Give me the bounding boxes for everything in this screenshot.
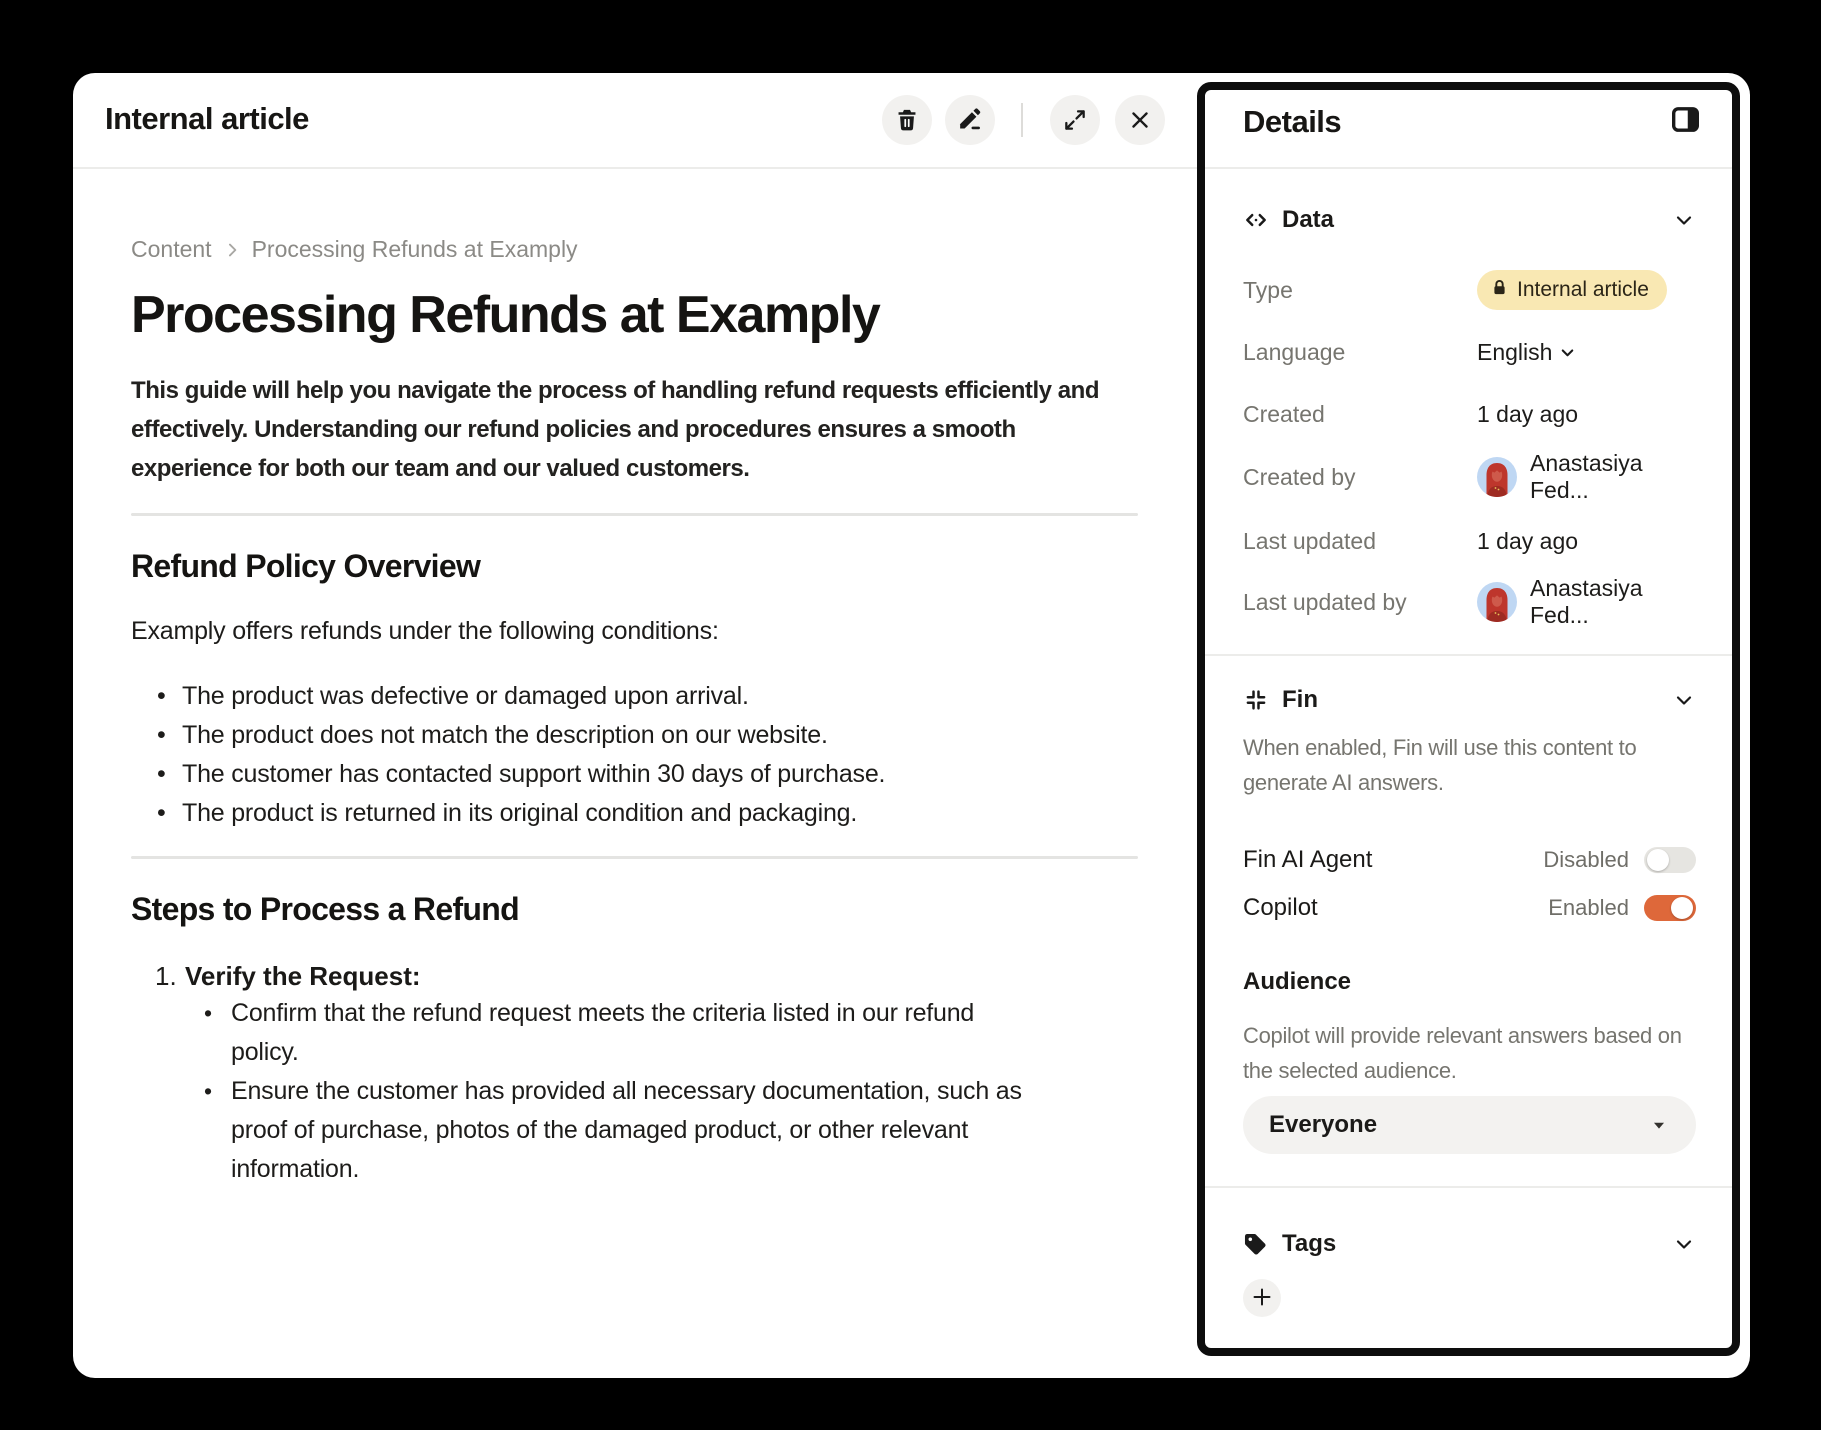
audience-select-value: Everyone (1269, 1111, 1378, 1138)
language-select[interactable] (1477, 339, 1577, 366)
tag-icon (1243, 1232, 1269, 1257)
list-item: • The product is returned in its original condition and packaging. (131, 794, 885, 833)
last-updated-by-value: Anastasiya Fed... (1530, 575, 1643, 628)
breadcrumb (131, 236, 578, 263)
avatar (1477, 582, 1517, 622)
section-label: Fin (1282, 686, 1318, 713)
detail-row-language (1243, 330, 1696, 374)
delete-button[interactable] (882, 95, 932, 145)
language-value: English (1477, 338, 1553, 365)
details-panel (1197, 82, 1740, 1356)
section-header-tags[interactable] (1243, 1224, 1696, 1264)
avatar (1477, 457, 1517, 497)
audience-select[interactable] (1243, 1096, 1696, 1154)
list-item: • The product does not match the description on our website. (131, 716, 885, 755)
window-title: Internal article (105, 101, 309, 136)
trash-icon (894, 107, 920, 133)
section-label: Data (1282, 206, 1335, 233)
detail-row-created (1243, 392, 1696, 436)
created-by-value: Anastasiya Fed... (1530, 450, 1643, 503)
chevron-down-icon (1672, 1232, 1696, 1256)
fin-ai-agent-status: Disabled (1543, 847, 1629, 872)
article-intro: This guide will help you navigate the process of handling refund requests efficiently and effectively. Understanding our refund policies and procedures ensures a smooth experience for both our team and our valued customers. (131, 377, 1100, 482)
expand-button[interactable] (1050, 95, 1100, 145)
row-label: Last updated by (1243, 588, 1407, 615)
plus-icon (1250, 1285, 1274, 1312)
copilot-label: Copilot (1243, 894, 1318, 921)
step-points-list (131, 994, 1036, 1189)
step-title: Verify the Request: (185, 961, 421, 991)
section-heading-steps: Steps to Process a Refund (131, 891, 519, 927)
toggle-knob (1671, 897, 1693, 919)
row-label: Type (1243, 276, 1293, 303)
detail-row-last-updated (1243, 519, 1696, 563)
edit-icon (957, 107, 983, 133)
list-item: • The customer has contacted support within 30 days of purchase. (131, 755, 885, 794)
type-badge-label: Internal article (1517, 278, 1649, 301)
list-item: • Ensure the customer has provided all necessary documentation, such as proof of purchase, photos of the damaged product, or other relevant information. (131, 1072, 1036, 1189)
expand-icon (1062, 107, 1088, 133)
row-label: Language (1243, 338, 1346, 365)
topbar-actions (882, 95, 1165, 145)
conditions-list (131, 677, 885, 833)
toolbar-divider (1021, 103, 1023, 137)
copilot-status: Enabled (1548, 895, 1629, 920)
row-label: Created by (1243, 463, 1356, 490)
chevron-right-icon (222, 240, 242, 260)
close-button[interactable] (1115, 95, 1165, 145)
section-header-data[interactable] (1243, 200, 1696, 240)
collapse-panel-button[interactable] (1672, 107, 1699, 135)
row-label: Last updated (1243, 527, 1377, 554)
fin-ai-agent-label: Fin AI Agent (1243, 846, 1373, 873)
chevron-down-icon (1672, 208, 1696, 232)
last-updated-value: 1 day ago (1477, 527, 1579, 554)
list-item: • Confirm that the refund request meets the criteria listed in our refund policy. (131, 994, 1036, 1072)
sidebar-panel-icon (1672, 120, 1699, 135)
article-window (73, 73, 1750, 1378)
close-icon (1127, 107, 1153, 133)
breadcrumb-article: Processing Refunds at Examply (251, 236, 578, 262)
topbar (73, 73, 1197, 169)
detail-row-last-updated-by (1243, 575, 1696, 628)
chevron-down-icon (1672, 688, 1696, 712)
numbered-step (131, 957, 421, 996)
created-value: 1 day ago (1477, 400, 1579, 427)
article-title: Processing Refunds at Examply (131, 286, 880, 344)
edit-button[interactable] (945, 95, 995, 145)
fin-sparkle-icon (1243, 687, 1269, 713)
panel-divider (1205, 1186, 1732, 1188)
row-label: Created (1243, 400, 1325, 427)
section-header-fin[interactable] (1243, 680, 1696, 720)
article-content (131, 169, 1141, 1369)
fin-ai-agent-toggle[interactable] (1644, 847, 1696, 873)
toggle-knob (1647, 849, 1669, 871)
fin-ai-agent-row (1243, 839, 1696, 881)
detail-row-type (1243, 268, 1696, 312)
details-header (1205, 90, 1732, 169)
list-item: • The product was defective or damaged upon arrival. (131, 677, 885, 716)
section-heading-refund-policy: Refund Policy Overview (131, 548, 481, 584)
section-divider (131, 513, 1138, 516)
section-divider (131, 856, 1138, 859)
fin-description: When enabled, Fin will use this content to generate AI answers. (1243, 735, 1637, 795)
panel-divider (1205, 654, 1732, 656)
breadcrumb-content[interactable]: Content (131, 236, 212, 262)
lock-icon (1491, 278, 1508, 302)
copilot-toggle[interactable] (1644, 895, 1696, 921)
type-badge (1477, 270, 1667, 310)
step-number: 1. (155, 961, 177, 991)
detail-row-created-by (1243, 450, 1696, 503)
copilot-row (1243, 887, 1696, 929)
section-label: Tags (1282, 1230, 1337, 1257)
audience-heading: Audience (1243, 968, 1352, 995)
add-tag-button[interactable] (1243, 1279, 1281, 1317)
code-icon (1243, 207, 1269, 233)
caret-down-icon (1648, 1114, 1670, 1136)
chevron-down-icon (1558, 343, 1577, 362)
section-lead: Examply offers refunds under the following conditions: (131, 617, 719, 645)
audience-description: Copilot will provide relevant answers based on the selected audience. (1243, 1023, 1682, 1083)
details-title: Details (1243, 104, 1342, 139)
